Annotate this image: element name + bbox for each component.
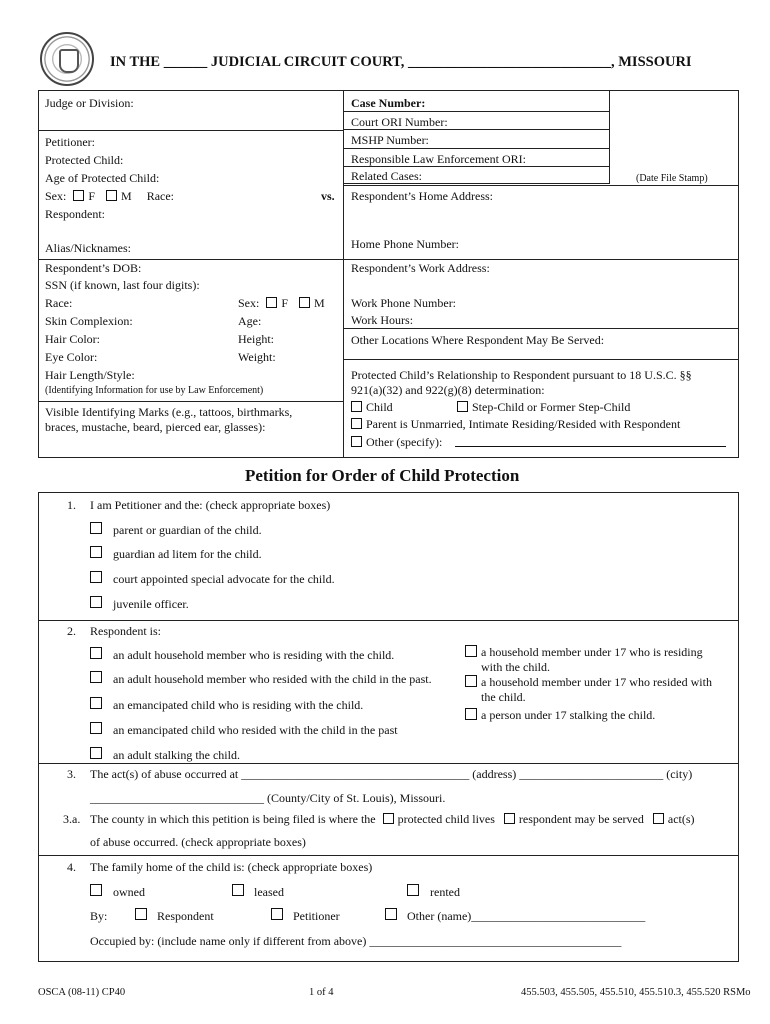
footer-statutes: 455.503, 455.505, 455.510, 455.510.3, 455.520 RSMo <box>521 987 751 998</box>
s4-owned-label: owned <box>113 885 145 899</box>
s2-left-2-label: an emancipated child who is residing with the child. <box>113 698 364 712</box>
rel-parent-checkbox[interactable] <box>351 418 362 429</box>
protected-child-label: Protected Child: <box>45 153 124 167</box>
rel-child-checkbox[interactable] <box>351 401 362 412</box>
hair-style-label: Hair Length/Style: <box>45 368 135 382</box>
respondent-sex-f-label: F <box>281 296 289 310</box>
race-field-label: Race: <box>45 296 73 310</box>
sex-label: Sex: <box>45 189 67 203</box>
s2-right-2-checkbox[interactable] <box>465 708 477 720</box>
s2-left-1-checkbox[interactable] <box>90 671 102 683</box>
rel-other-row <box>351 435 442 449</box>
race-label: Race: <box>146 189 175 203</box>
home-address-label: Respondent’s Home Address: <box>351 189 493 203</box>
s2-left-0-label: an adult household member who is residing with the child. <box>113 648 395 662</box>
s2-right-0-label-a: a household member under 17 who is residing <box>481 645 703 659</box>
rel-step-checkbox[interactable] <box>457 401 468 412</box>
identifying-note: (Identifying Information for use by Law Enforcement) <box>45 385 264 396</box>
s2-right-2-label: a person under 17 stalking the child. <box>481 708 656 722</box>
sex-row <box>45 189 174 203</box>
s3a-line-2: of abuse occurred. (check appropriate boxes) <box>90 835 306 849</box>
s4-occupied-label: Occupied by: (include name only if different from above) __________________________________________ <box>90 934 622 948</box>
sex-m-label: M <box>121 189 132 203</box>
s4-other-label: Other (name)_____________________________ <box>407 909 646 923</box>
s4-number: 4. <box>67 860 76 874</box>
law-ori-label: Responsible Law Enforcement ORI: <box>351 152 526 166</box>
s1-opt-2-label: court appointed special advocate for the child. <box>113 572 335 586</box>
respondent-sex-m-checkbox[interactable] <box>299 297 310 308</box>
rel-other-label: Other (specify): <box>366 435 443 449</box>
respondent-sex-f-checkbox[interactable] <box>266 297 277 308</box>
rel-step-row <box>457 400 630 414</box>
other-locations-label: Other Locations Where Respondent May Be Served: <box>351 333 605 347</box>
respondent-sex-label: Sex: <box>238 296 260 310</box>
s1-opt-0-checkbox[interactable] <box>90 522 102 534</box>
s2-number: 2. <box>67 624 76 638</box>
rel-other-field[interactable] <box>455 446 726 447</box>
age-child-label: Age of Protected Child: <box>45 171 160 185</box>
s3a-text: The county in which this petition is being filed is where the <box>90 812 376 826</box>
s4-petitioner-checkbox[interactable] <box>271 908 283 920</box>
s4-other-checkbox[interactable] <box>385 908 397 920</box>
rel-parent-row <box>351 417 680 431</box>
s2-left-4-label: an adult stalking the child. <box>113 748 240 762</box>
skin-label: Skin Complexion: <box>45 314 133 328</box>
s2-right-0-label-b: with the child. <box>481 660 550 674</box>
respondent-label: Respondent: <box>45 207 105 221</box>
sex-f-checkbox[interactable] <box>73 190 84 201</box>
home-phone-label: Home Phone Number: <box>351 237 459 251</box>
alias-label: Alias/Nicknames: <box>45 241 131 255</box>
s2-left-4-checkbox[interactable] <box>90 747 102 759</box>
s4-petitioner-label: Petitioner <box>293 909 340 923</box>
s3a-acts-checkbox[interactable] <box>653 813 664 824</box>
s2-left-3-checkbox[interactable] <box>90 722 102 734</box>
rel-other-checkbox[interactable] <box>351 436 362 447</box>
s3a-respondent-served-label: respondent may be served <box>518 812 644 826</box>
s4-rented-checkbox[interactable] <box>407 884 419 896</box>
s1-number: 1. <box>67 498 76 512</box>
s2-right-0-checkbox[interactable] <box>465 645 477 657</box>
s1-text: I am Petitioner and the: (check appropriate boxes) <box>90 498 331 512</box>
s4-rented-label: rented <box>430 885 460 899</box>
work-hours-label: Work Hours: <box>351 313 414 327</box>
respondent-sex-m-label: M <box>314 296 325 310</box>
ssn-label: SSN (if known, last four digits): <box>45 278 200 292</box>
dob-label: Respondent’s DOB: <box>45 261 142 275</box>
footer-page-number: 1 of 4 <box>309 987 334 998</box>
relationship-line-2: 921(a)(32) and 922(g)(8) determination: <box>351 383 545 397</box>
date-stamp-label: (Date File Stamp) <box>636 173 708 184</box>
vs-label: vs. <box>321 189 335 203</box>
rel-child-label: Child <box>366 400 393 414</box>
rel-step-label: Step-Child or Former Step-Child <box>472 400 631 414</box>
court-ori-label: Court ORI Number: <box>351 115 448 129</box>
s1-opt-1-label: guardian ad litem for the child. <box>113 547 262 561</box>
s4-leased-label: leased <box>254 885 284 899</box>
sex-f-label: F <box>88 189 96 203</box>
sex-m-checkbox[interactable] <box>106 190 117 201</box>
s4-respondent-checkbox[interactable] <box>135 908 147 920</box>
s4-respondent-label: Respondent <box>157 909 214 923</box>
relationship-line-1: Protected Child’s Relationship to Respondent pursuant to 18 U.S.C. §§ <box>351 368 692 382</box>
s3-text: The act(s) of abuse occurred at ______________________________________ (address) ________________________ (city) <box>90 767 693 781</box>
mshp-label: MSHP Number: <box>351 133 429 147</box>
s3a-acts-label: act(s) <box>667 812 695 826</box>
s2-right-1-label-a: a household member under 17 who resided with <box>481 675 712 689</box>
hair-label: Hair Color: <box>45 332 100 346</box>
missouri-seal-icon <box>40 32 94 86</box>
petition-title: Petition for Order of Child Protection <box>245 466 520 485</box>
s1-opt-2-checkbox[interactable] <box>90 571 102 583</box>
s4-text: The family home of the child is: (check appropriate boxes) <box>90 860 373 874</box>
s3a-respondent-served-checkbox[interactable] <box>504 813 515 824</box>
related-cases-label: Related Cases: <box>351 169 422 183</box>
age-label: Age: <box>238 314 262 328</box>
s2-right-1-label-b: the child. <box>481 690 526 704</box>
eye-label: Eye Color: <box>45 350 98 364</box>
s2-left-1-label: an adult household member who resided with the child in the past. <box>113 672 432 686</box>
s4-leased-checkbox[interactable] <box>232 884 244 896</box>
s3a-child-lives-checkbox[interactable] <box>383 813 394 824</box>
s2-left-2-checkbox[interactable] <box>90 697 102 709</box>
footer-form-id: OSCA (08-11) CP40 <box>38 987 126 998</box>
s2-left-0-checkbox[interactable] <box>90 647 102 659</box>
s3-line-2: _____________________________ (County/City of St. Louis), Missouri. <box>90 791 446 805</box>
s3a-row <box>90 812 695 826</box>
work-address-label: Respondent’s Work Address: <box>351 261 490 275</box>
s3a-number: 3.a. <box>63 812 81 826</box>
rel-parent-label: Parent is Unmarried, Intimate Residing/Resided with Respondent <box>366 417 681 431</box>
s3-number: 3. <box>67 767 76 781</box>
marks-line-1: Visible Identifying Marks (e.g., tattoos, birthmarks, <box>45 405 293 419</box>
rel-child-row <box>351 400 393 414</box>
judge-label: Judge or Division: <box>45 96 134 110</box>
case-number-label: Case Number: <box>351 96 426 110</box>
height-label: Height: <box>238 332 274 346</box>
work-phone-label: Work Phone Number: <box>351 296 457 310</box>
s4-by-label: By: <box>90 909 108 923</box>
respondent-sex-row <box>238 296 325 310</box>
s1-opt-1-checkbox[interactable] <box>90 546 102 558</box>
s3a-child-lives-label: protected child lives <box>397 812 495 826</box>
s1-opt-0-label: parent or guardian of the child. <box>113 523 262 537</box>
weight-label: Weight: <box>238 350 276 364</box>
court-title: IN THE ______ JUDICIAL CIRCUIT COURT, ____________________________, MISSOURI <box>110 54 692 70</box>
s1-opt-3-label: juvenile officer. <box>113 597 189 611</box>
s2-left-3-label: an emancipated child who resided with the child in the past <box>113 723 398 737</box>
s1-opt-3-checkbox[interactable] <box>90 596 102 608</box>
s2-right-1-checkbox[interactable] <box>465 675 477 687</box>
marks-line-2: braces, mustache, beard, pierced ear, glasses): <box>45 420 266 434</box>
s4-owned-checkbox[interactable] <box>90 884 102 896</box>
s2-text: Respondent is: <box>90 624 161 638</box>
petitioner-label: Petitioner: <box>45 135 95 149</box>
